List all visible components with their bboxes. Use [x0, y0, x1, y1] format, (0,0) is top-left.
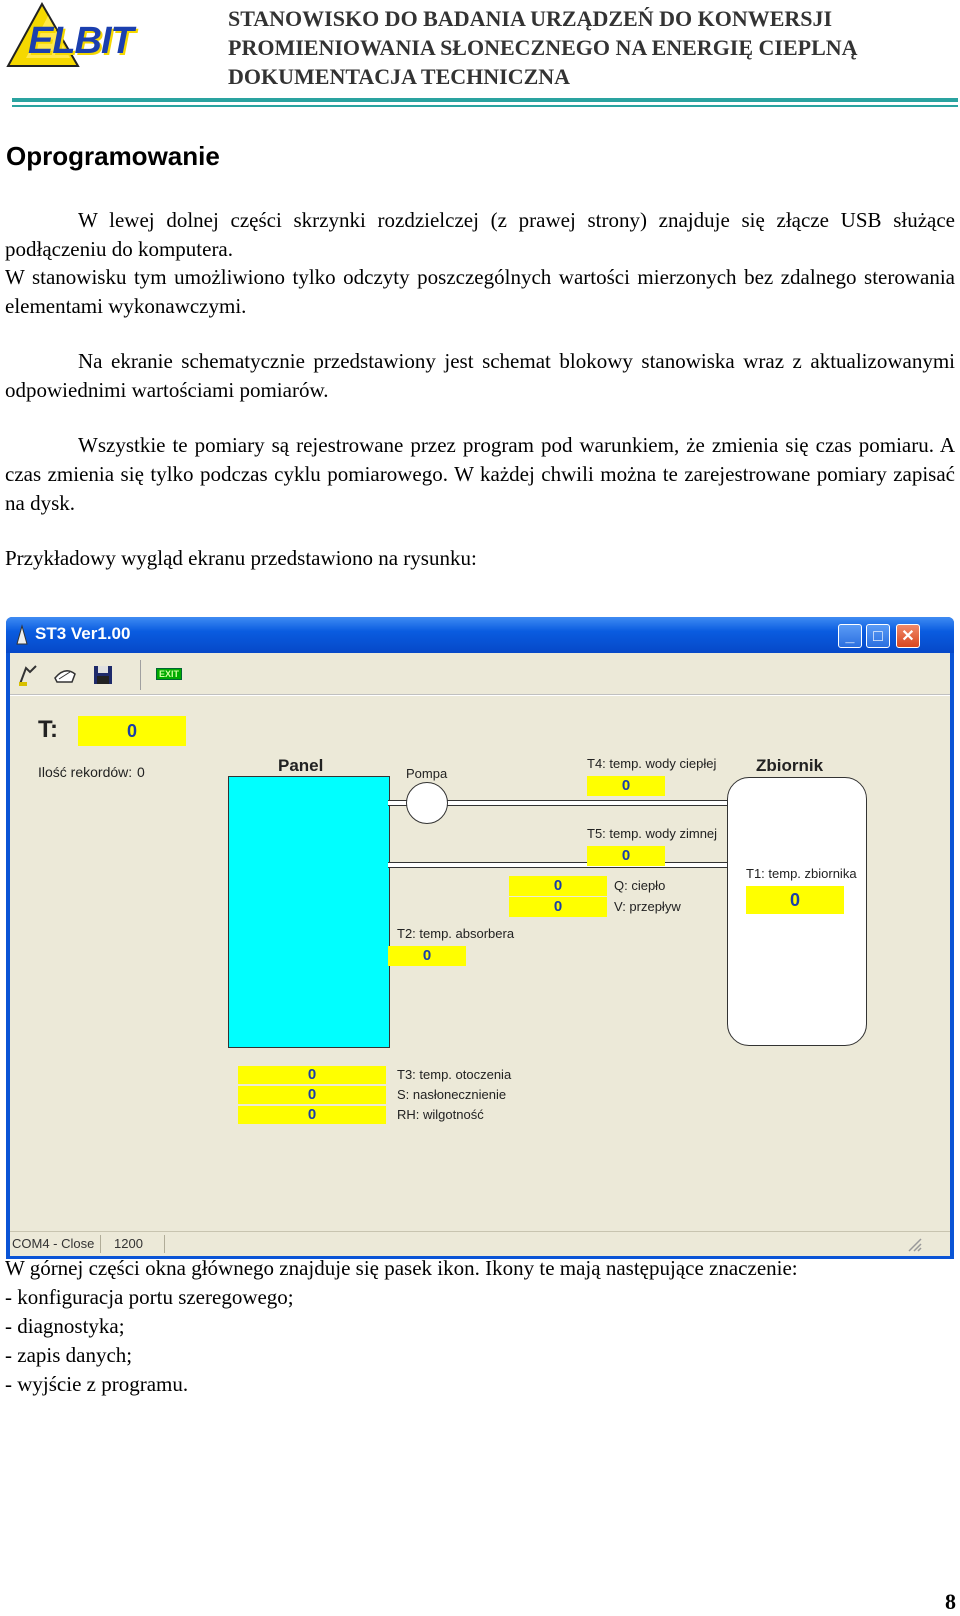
toolbar-separator: [140, 660, 141, 690]
rh-label: RH: wilgotność: [397, 1107, 484, 1122]
v-value: 0: [509, 897, 607, 917]
t2-value: 0: [388, 946, 466, 966]
q-value: 0: [509, 876, 607, 896]
q-label: Q: ciepło: [614, 878, 666, 893]
page-number: 8: [945, 1589, 956, 1614]
t5-label: T5: temp. wody zimnej: [587, 826, 718, 841]
icon-bar-description: W górnej części okna głównego znajduje się pasek ikon. Ikony te mają następujące znaczenie:: [5, 1256, 798, 1280]
paragraph-readonly: W stanowisku tym umożliwiono tylko odczyty poszczególnych wartości mierzonych bez zdalnego sterowania elementami wykonawczymi.: [5, 265, 955, 318]
s-label: S: nasłonecznienie: [397, 1087, 507, 1102]
logo-text: ELBIT: [28, 20, 133, 62]
t3-value: 0: [238, 1066, 386, 1084]
s-value: 0: [238, 1086, 386, 1104]
section-title: Oprogramowanie: [6, 141, 220, 171]
status-baud: 1200: [106, 1235, 165, 1253]
paragraph-usb: W lewej dolnej części skrzynki rozdzielczej (z prawej strony) znajduje się złącze USB służące podłączeniu do komputera.: [5, 208, 955, 261]
panel-label: Panel: [278, 756, 324, 775]
serial-port-config-icon[interactable]: [16, 662, 42, 688]
paragraph-recording: Wszystkie te pomiary są rejestrowane przez program pod warunkiem, że zmienia się czas pomiaru. A czas zmienia się tylko podczas cyklu pomiarowego. W każdej chwili można te zarejestrowane pomiary zapisać na dysk.: [5, 433, 955, 515]
cold-pipe: [388, 862, 728, 868]
v-label: V: przepływ: [614, 899, 681, 914]
rh-value: 0: [238, 1106, 386, 1124]
list-item: - konfiguracja portu szeregowego;: [5, 1285, 294, 1309]
elbit-logo: [4, 2, 152, 70]
t4-value: 0: [587, 776, 665, 796]
t4-label: T4: temp. wody ciepłej: [587, 756, 717, 771]
t1-label: T1: temp. zbiornika: [746, 866, 857, 881]
maximize-button[interactable]: □: [866, 624, 890, 648]
icon-list: [5, 1283, 294, 1399]
t2-label: T2: temp. absorbera: [397, 926, 515, 941]
close-button[interactable]: ✕: [896, 624, 920, 648]
time-label: T:: [38, 716, 58, 743]
title-bar[interactable]: [6, 617, 954, 653]
document-header: [228, 4, 956, 91]
header-line-2: PROMIENIOWANIA SŁONECZNEGO NA ENERGIĘ CIEPLNĄ: [228, 35, 858, 60]
paragraph-schematic: Na ekranie schematycznie przedstawiony jest schemat blokowy stanowiska wraz z aktualizowanymi odpowiednimi wartościami pomiarów.: [5, 349, 955, 402]
save-data-icon[interactable]: [90, 662, 116, 688]
app-icon: [14, 624, 30, 646]
exit-icon[interactable]: [156, 662, 182, 688]
pump-label: Pompa: [406, 766, 448, 781]
header-rule-thin: [12, 105, 958, 107]
diagnostics-icon[interactable]: [52, 662, 78, 688]
time-value: 0: [78, 716, 186, 746]
resize-grip-icon[interactable]: [906, 1236, 922, 1252]
t3-label: T3: temp. otoczenia: [397, 1067, 512, 1082]
header-rule: [12, 98, 958, 102]
tank-label: Zbiornik: [756, 756, 824, 775]
exit-label: EXIT: [156, 668, 182, 680]
solar-panel-block: [228, 776, 390, 1048]
window-title: ST3 Ver1.00: [35, 624, 131, 643]
t5-value: 0: [587, 846, 665, 866]
toolbar-divider: [10, 694, 950, 696]
records-value: 0: [137, 764, 145, 780]
list-item: - wyjście z programu.: [5, 1372, 189, 1396]
status-port: COM4 - Close: [10, 1235, 101, 1253]
header-line-3: DOKUMENTACJA TECHNICZNA: [228, 64, 571, 89]
paragraph-figure-intro: Przykładowy wygląd ekranu przedstawiono na rysunku:: [5, 546, 477, 570]
list-item: - zapis danych;: [5, 1343, 133, 1367]
minimize-button[interactable]: _: [838, 624, 862, 648]
records-label: Ilość rekordów:: [38, 764, 133, 780]
t1-value: 0: [746, 886, 844, 914]
pump-icon: [406, 782, 448, 824]
list-item: - diagnostyka;: [5, 1314, 125, 1338]
header-line-1: STANOWISKO DO BADANIA URZĄDZEŃ DO KONWERSJI: [228, 6, 833, 31]
